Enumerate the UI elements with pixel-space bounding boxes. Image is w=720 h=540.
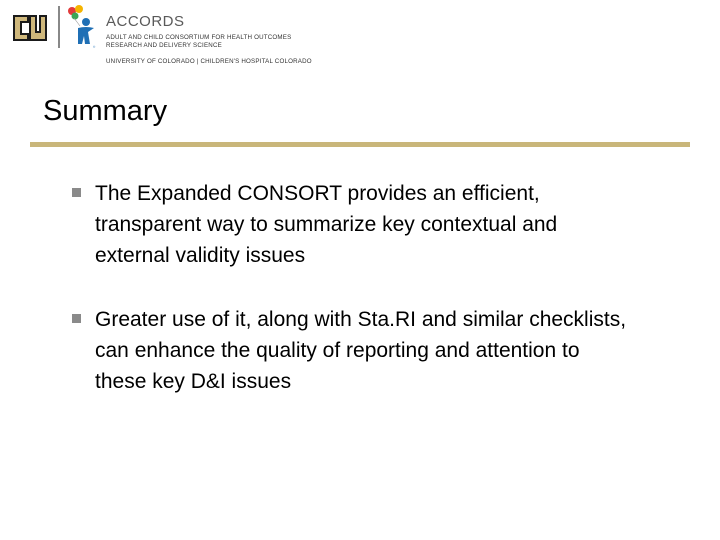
bullet-list (70, 178, 630, 430)
square-bullet-icon (72, 314, 81, 323)
affiliation-line: UNIVERSITY OF COLORADO | CHILDREN'S HOSPITAL COLORADO (106, 58, 312, 65)
brand-subtitle-line1: ADULT AND CHILD CONSORTIUM FOR HEALTH OUTCOMES (106, 34, 292, 41)
bullet-item (70, 304, 630, 397)
bullet-item (70, 178, 630, 271)
square-bullet-icon (72, 188, 81, 197)
brand-name: ACCORDS (106, 13, 185, 30)
brand-subtitle-line2: RESEARCH AND DELIVERY SCIENCE (106, 42, 222, 49)
slide-title: Summary (43, 95, 168, 127)
svg-text:®: ® (93, 45, 96, 49)
cu-logo (10, 8, 50, 48)
accords-logo-figure (64, 4, 100, 50)
bullet-text: Greater use of it, along with Sta.RI and similar checklists, can enhance the quality of reporting and attention to these key D&I issues (95, 308, 627, 393)
title-rule (30, 142, 690, 147)
bullet-text: The Expanded CONSORT provides an efficient, transparent way to summarize key contextual and external validity issues (95, 182, 558, 267)
header-divider (58, 6, 60, 48)
